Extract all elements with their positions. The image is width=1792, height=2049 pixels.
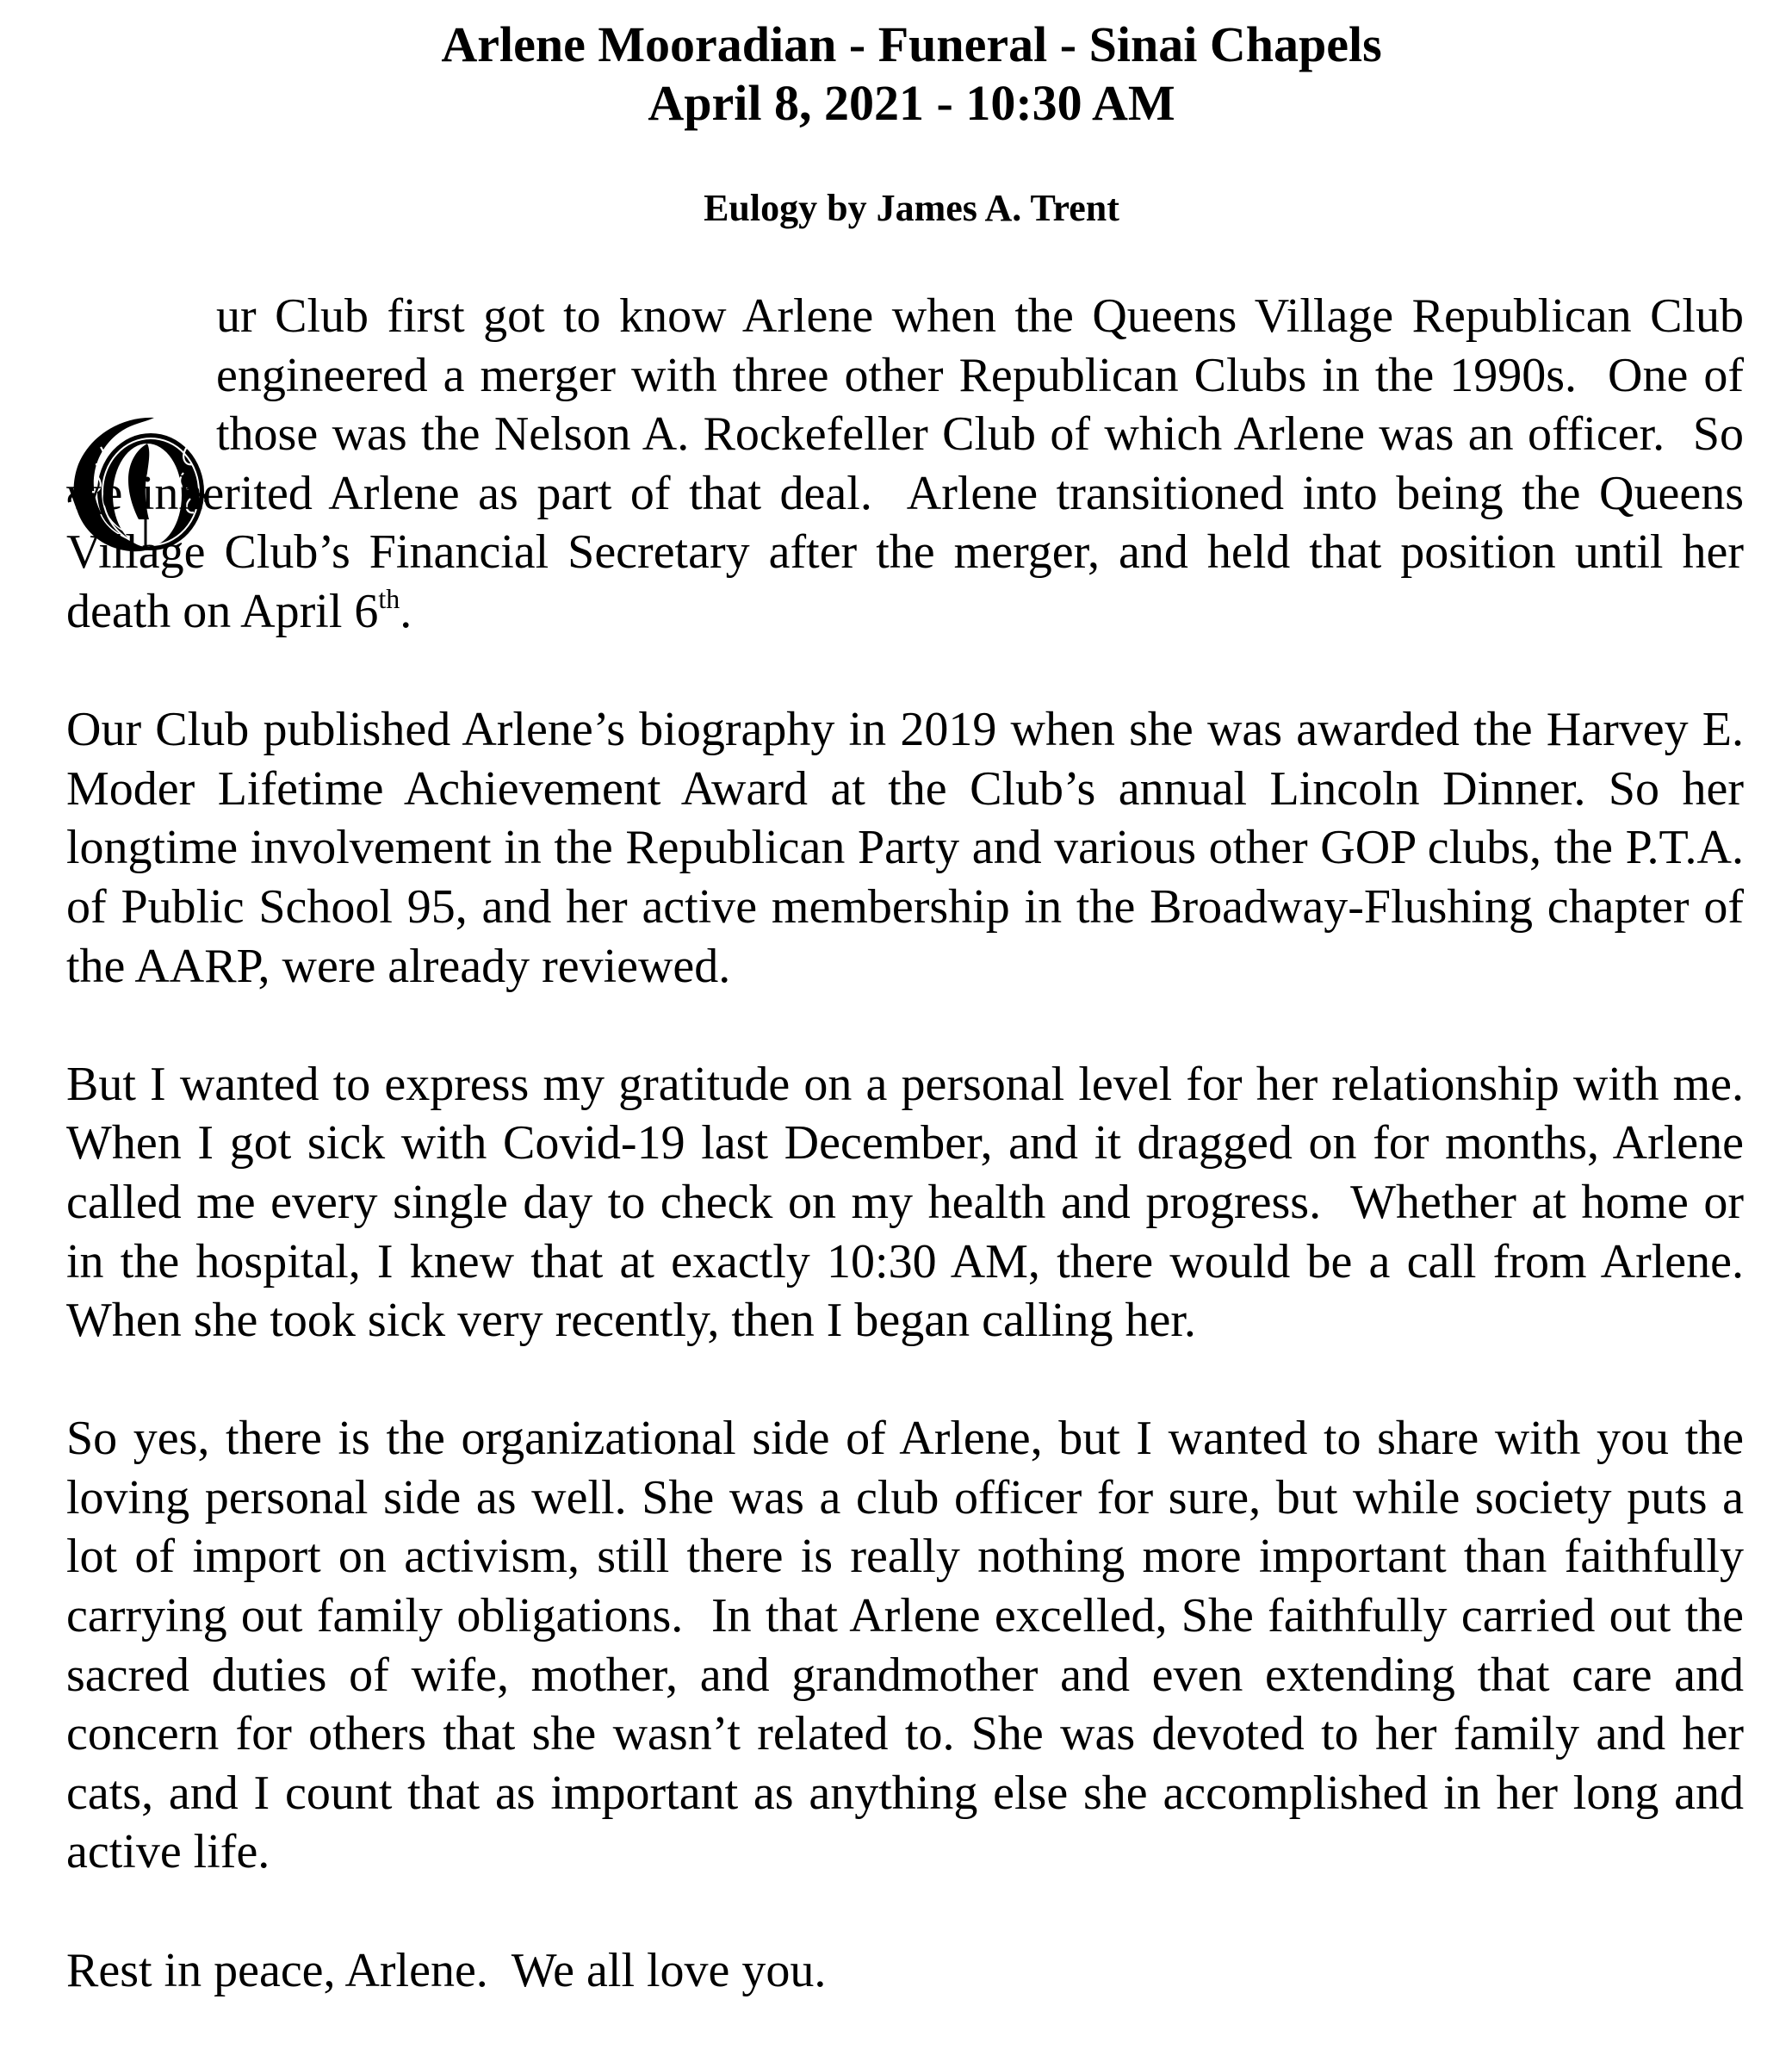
paragraph-1-text: ur Club first got to know Arlene when the Queens Village Republican Club engineered a merger with three other Republican Clubs in the 1990s. One of those was the Nelson A. Rockefeller Club of which Arlene was an officer. So we inherited Arlene as part of that deal. Arlene transitioned into being the Queens Village Club’s Financial Secretary after the merger, and held that position until her death on April 6 [66,289,1756,638]
title-line-2-date-time: April 8, 2021 - 10:30 AM [648,75,1175,131]
paragraph-3: But I wanted to express my gratitude on a personal level for her relationship with me. When I got sick with Covid-19 last December, and it dragged on for months, Arlene called me every single day to check on my health and progress. Whether at home or in the hospital, I knew that at exactly 10:30 AM, there would be a call from Arlene. When she took sick very recently, then I began calling her. [66,1057,1756,1348]
byline: Eulogy by James A. Trent [704,187,1119,229]
ordinal-suffix: th [378,582,400,614]
ornamental-drop-cap-icon [66,295,209,438]
title-line-1: Arlene Mooradian - Funeral - Sinai Chapels [441,16,1382,72]
paragraph-2: Our Club published Arlene’s biography in 2019 when she was awarded the Harvey E. Moder Lifetime Achievement Award at the Club’s annual Lincoln Dinner. So her longtime involvement in the Republican Party and various other GOP clubs, the P.T.A. of Public School 95, and her active membership in the Broadway-Flushing chapter of the AARP, were already reviewed. [66,703,1756,993]
eulogy-body [66,287,1756,2000]
closing-line: Rest in peace, Arlene. We all love you. [66,1943,827,1997]
paragraph-1-tail: . [400,584,412,638]
paragraph-4: So yes, there is the organizational side of Arlene, but I wanted to share with you the loving personal side as well. She was a club officer for sure, but while society puts a lot of import on activism, still there is really nothing more important than faithfully carrying out family obligations. In that Arlene excelled, She faithfully carried out the sacred duties of wife, mother, and grandmother and even extending that care and concern for others that she wasn’t related to. She was devoted to her family and her cats, and I count that as important as anything else she accomplished in her long and active life. [66,1412,1756,1879]
paragraph-1 [66,287,1756,642]
